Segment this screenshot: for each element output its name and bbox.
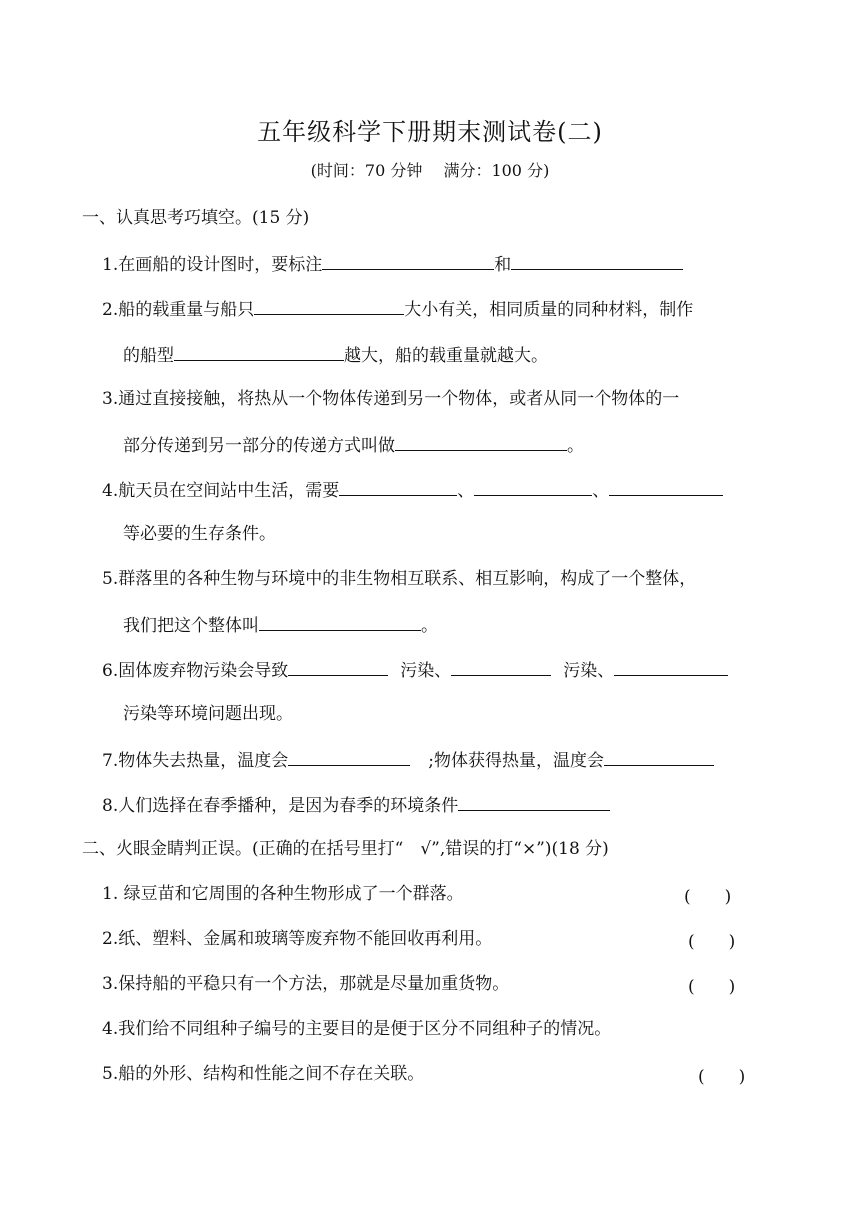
judge-item-1-answer[interactable]: ( ) xyxy=(684,887,732,907)
q7-text-b: ;物体获得热量，温度会 xyxy=(428,751,604,771)
q7-blank-2[interactable] xyxy=(604,747,714,766)
q2-text-a: 2.船的载重量与船只 xyxy=(102,300,255,320)
judge-item-5-answer[interactable]: ( ) xyxy=(698,1067,746,1087)
question-6-line-2: 污染等环境问题出现。 xyxy=(123,704,293,724)
judge-item-4: 4.我们给不同组种子编号的主要目的是便于区分不同组种子的情况。 xyxy=(102,1019,612,1039)
question-2-line-1 xyxy=(102,296,693,322)
question-8 xyxy=(102,792,610,818)
page-title: 五年级科学下册期末测试卷(二) xyxy=(257,118,603,146)
q2-text-c: 的船型 xyxy=(123,346,174,366)
judge-item-5: 5.船的外形、结构和性能之间不存在关联。 xyxy=(102,1064,425,1084)
q6-text-c: 污染、 xyxy=(563,661,615,681)
q1-text-b: 和 xyxy=(494,255,512,275)
q8-text-a: 8.人们选择在春季播种，是因为春季的环境条件 xyxy=(102,796,459,816)
judge-item-2-answer[interactable]: ( ) xyxy=(688,932,736,952)
q6-text-a: 6.固体废弃物污染会导致 xyxy=(102,661,289,681)
q7-text-a: 7.物体失去热量，温度会 xyxy=(102,751,289,771)
question-6-line-1 xyxy=(102,657,728,683)
question-7 xyxy=(102,747,714,773)
question-3-line-1: 3.通过直接接触，将热从一个物体传递到另一个物体，或者从同一个物体的一 xyxy=(102,389,680,409)
question-5-line-2 xyxy=(123,612,438,638)
question-3-line-2 xyxy=(123,432,584,458)
q4-blank-1[interactable] xyxy=(339,477,457,496)
q7-blank-1[interactable] xyxy=(288,747,410,766)
judge-item-2: 2.纸、塑料、金属和玻璃等废弃物不能回收再利用。 xyxy=(102,929,493,949)
q4-sep-1: 、 xyxy=(457,481,475,501)
q6-text-b: 污染、 xyxy=(400,661,452,681)
q2-text-d: 越大，船的载重量就越大。 xyxy=(344,346,548,366)
q3-blank-1[interactable] xyxy=(395,432,567,451)
q2-blank-2[interactable] xyxy=(174,342,344,361)
q5-blank-1[interactable] xyxy=(259,612,421,631)
q2-text-b: 大小有关，相同质量的同种材料，制作 xyxy=(404,300,694,320)
question-2-line-2 xyxy=(123,342,548,368)
q3-text-b: 部分传递到另一部分的传递方式叫做 xyxy=(123,436,395,456)
judge-item-1: 1. 绿豆苗和它周围的各种生物形成了一个群落。 xyxy=(102,884,464,904)
q1-blank-2[interactable] xyxy=(511,251,683,270)
q4-blank-3[interactable] xyxy=(609,477,723,496)
judge-item-3: 3.保持船的平稳只有一个方法，那就是尽量加重货物。 xyxy=(102,974,510,994)
q3-text-c: 。 xyxy=(567,436,584,456)
q6-blank-3[interactable] xyxy=(614,657,728,676)
section2-heading: 二、火眼金睛判正误。(正确的在括号里打“ √”,错误的打“×”)(18 分) xyxy=(82,839,609,859)
judge-item-3-answer[interactable]: ( ) xyxy=(688,977,736,997)
q4-text-a: 4.航天员在空间站中生活，需要 xyxy=(102,481,340,501)
section1-heading: 一、认真思考巧填空。(15 分) xyxy=(82,208,310,228)
q8-blank-1[interactable] xyxy=(458,792,610,811)
q5-text-c: 。 xyxy=(421,616,438,636)
question-4-line-2: 等必要的生存条件。 xyxy=(123,524,276,544)
q6-blank-2[interactable] xyxy=(451,657,551,676)
question-5-line-1: 5.群落里的各种生物与环境中的非生物相互联系、相互影响，构成了一个整体， xyxy=(102,569,697,589)
q4-sep-2: 、 xyxy=(592,481,610,501)
question-1 xyxy=(102,251,683,277)
q6-blank-1[interactable] xyxy=(288,657,388,676)
q5-text-b: 我们把这个整体叫 xyxy=(123,616,259,636)
q1-blank-1[interactable] xyxy=(322,251,494,270)
q4-blank-2[interactable] xyxy=(474,477,592,496)
page-subtitle: (时间：70 分钟 满分：100 分) xyxy=(310,161,550,180)
question-4-line-1 xyxy=(102,477,723,503)
q2-blank-1[interactable] xyxy=(254,296,404,315)
q1-text-a: 1.在画船的设计图时，要标注 xyxy=(102,255,323,275)
